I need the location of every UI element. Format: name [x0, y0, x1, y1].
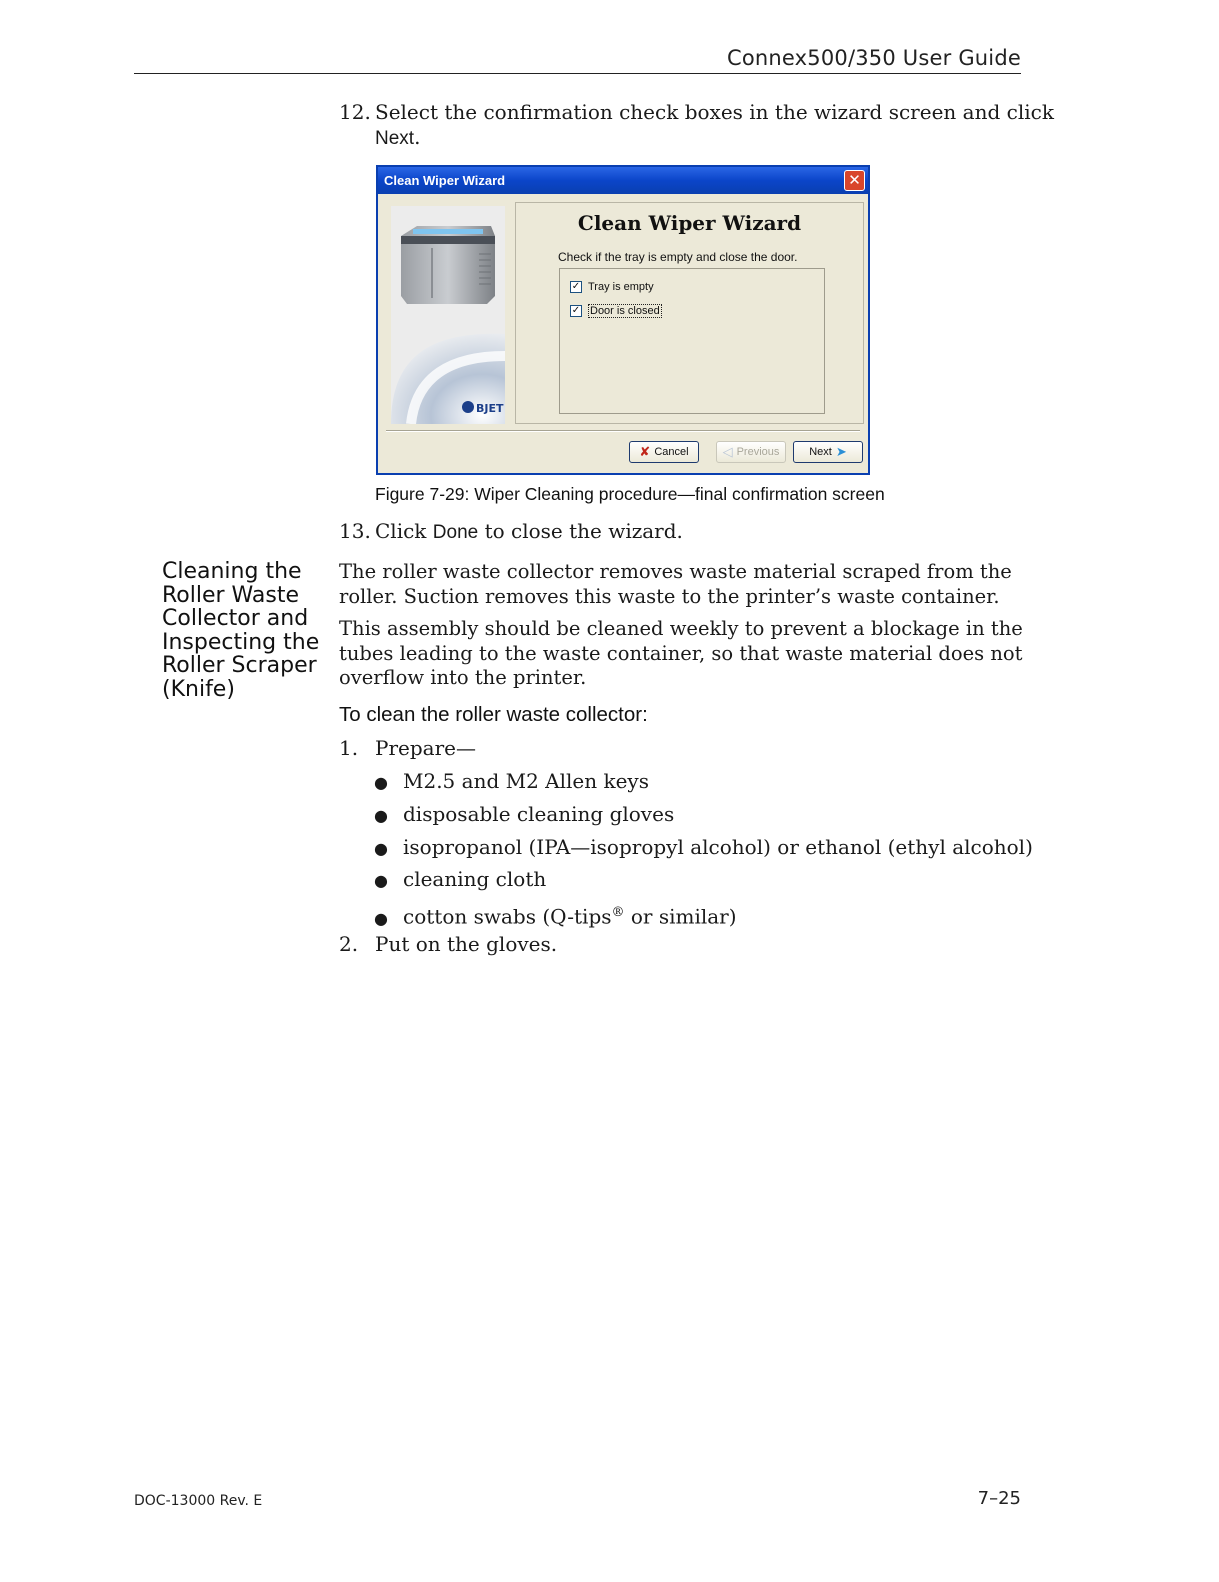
procedure-title: To clean the roller waste collector: [339, 703, 648, 726]
step-text: Select the confirmation check boxes in the wizard screen and click [375, 100, 1054, 124]
objet-logo-icon [462, 401, 474, 413]
page-header-title: Connex500/350 User Guide [726, 46, 1021, 70]
svg-text:BJET: BJET [476, 402, 504, 415]
wizard-content-panel [515, 202, 864, 424]
registered-mark: ® [611, 905, 625, 920]
bullet-icon: ● [374, 871, 388, 890]
step-text-end: to close the wizard. [484, 519, 683, 543]
step-text-end: . [414, 125, 421, 149]
list-item-text: isopropanol (IPA—isopropyl alcohol) or ethanol (ethyl alcohol) [403, 835, 1033, 859]
dialog-titlebar [378, 167, 868, 194]
next-arrow-icon: ➤ [835, 444, 847, 460]
list-item [374, 769, 649, 795]
step-text: Put on the gloves. [375, 932, 558, 956]
list-item [374, 867, 546, 893]
wizard-heading: Clean Wiper Wizard [577, 211, 802, 235]
door-closed-label: Door is closed [590, 305, 660, 317]
bullet-icon: ● [374, 839, 388, 858]
ui-word-done: Done [432, 522, 479, 543]
cancel-label: Cancel [654, 446, 689, 458]
step-text: Click [375, 519, 427, 543]
checkbox-group [559, 268, 825, 414]
list-item-text: cleaning cloth [403, 867, 547, 891]
next-button[interactable] [793, 441, 863, 463]
dialog-window-title: Clean Wiper Wizard [384, 173, 506, 188]
cancel-x-icon: ✘ [639, 444, 651, 460]
procedure-step-2 [339, 932, 557, 957]
step-number: 12. [339, 100, 371, 124]
printer-illustration [391, 206, 505, 424]
button-separator [386, 430, 860, 432]
clean-wiper-wizard-dialog [376, 165, 870, 475]
paragraph-2: This assembly should be cleaned weekly to prevent a blockage in the tubes leading to the waste container, so that waste material does not overflow into the printer. [339, 617, 1023, 689]
ui-word-next: Next [375, 128, 415, 149]
previous-label: Previous [736, 446, 780, 458]
footer-doc-id: DOC-13000 Rev. E [134, 1493, 263, 1509]
header-rule [134, 73, 1021, 74]
bullet-icon: ● [374, 908, 388, 928]
step-number: 13. [339, 519, 371, 543]
section-heading: Cleaning the Roller Waste Collector and Inspecting the Roller Scraper (Knife) [162, 559, 320, 702]
previous-arrow-icon: ◁ [722, 444, 733, 460]
bullet-icon: ● [374, 806, 388, 825]
step-13 [339, 519, 683, 545]
list-item-text: cotton swabs (Q-tips [403, 904, 612, 929]
cancel-button[interactable] [629, 441, 699, 463]
printer-image [391, 206, 505, 424]
step-number: 1. [339, 736, 359, 760]
next-label: Next [809, 446, 832, 458]
list-item-text: M2.5 and M2 Allen keys [403, 769, 649, 793]
wizard-instruction: Check if the tray is empty and close the door. [558, 250, 798, 264]
list-item [374, 802, 674, 828]
step-number: 2. [339, 932, 359, 956]
step-12 [339, 100, 1054, 151]
door-closed-checkbox[interactable]: ✓ [571, 305, 581, 316]
list-item [374, 900, 737, 931]
previous-button[interactable] [716, 441, 786, 463]
list-item [374, 835, 1033, 861]
door-closed-checkbox-row[interactable] [570, 304, 662, 318]
footer-page-number: 7–25 [977, 1488, 1021, 1509]
tray-empty-checkbox-row[interactable] [570, 281, 654, 293]
list-item-text-end: or similar) [624, 904, 737, 929]
tray-empty-checkbox[interactable]: ✓ [571, 281, 581, 292]
list-item-text: disposable cleaning gloves [403, 802, 675, 826]
bullet-icon: ● [374, 773, 388, 792]
procedure-step-1 [339, 736, 476, 761]
step-text: Prepare— [375, 736, 476, 760]
tray-empty-label: Tray is empty [588, 281, 654, 293]
figure-caption: Figure 7-29: Wiper Cleaning procedure—final confirmation screen [375, 484, 885, 504]
close-icon[interactable]: ✕ [844, 170, 865, 191]
paragraph-1: The roller waste collector removes waste material scraped from the roller. Suction removes this waste to the printer’s waste container. [339, 560, 1012, 608]
